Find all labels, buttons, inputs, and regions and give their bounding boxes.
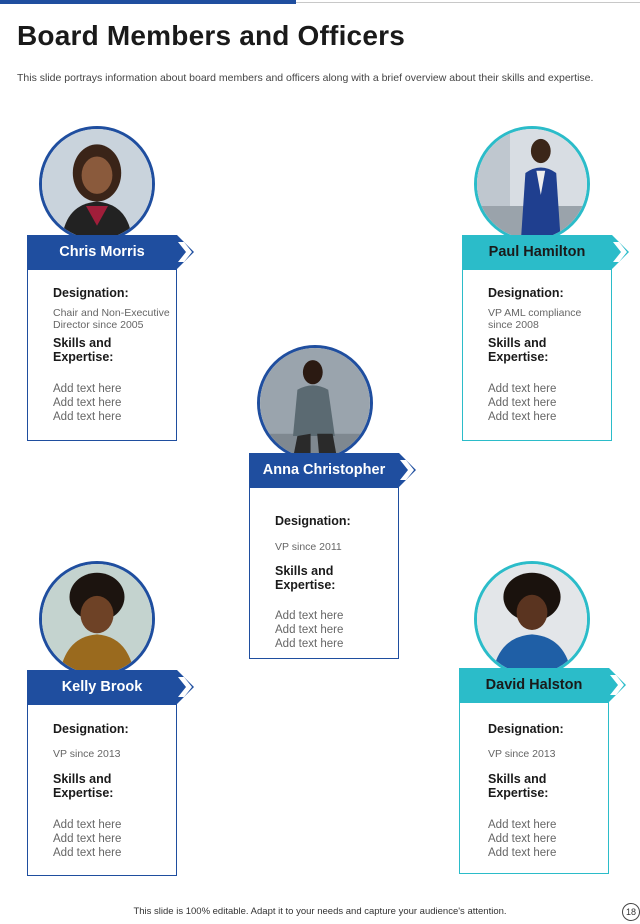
list-item: Add text here	[53, 847, 122, 859]
name-banner-paul-hamilton	[462, 235, 612, 269]
skills-label: Skills and Expertise:	[488, 772, 549, 800]
list-item: Add text here	[53, 411, 122, 423]
page-subtitle: This slide portrays information about board members and officers along with a brief overview about their skills and expertise.	[17, 72, 594, 84]
designation-label: Designation:	[275, 514, 351, 528]
list-item: Add text here	[53, 833, 122, 845]
member-name: Anna Christopher	[262, 462, 386, 478]
member-name: Kelly Brook	[61, 679, 143, 695]
designation-label: Designation:	[488, 286, 564, 300]
chevron-right-icon	[608, 235, 634, 269]
page-number: 18	[622, 903, 640, 921]
list-item: Add text here	[53, 819, 122, 831]
member-card-kelly-brook	[27, 704, 177, 876]
list-item: Add text here	[488, 397, 557, 409]
footer-note: This slide is 100% editable. Adapt it to your needs and capture your audience's attention.	[133, 906, 507, 917]
skills-label: Skills and Expertise:	[53, 772, 114, 800]
list-item: Add text here	[275, 610, 344, 622]
top-accent-bar	[0, 0, 296, 4]
avatar-paul-hamilton	[474, 126, 590, 242]
avatar-anna-christopher	[257, 345, 373, 461]
skills-label: Skills and Expertise:	[488, 336, 549, 364]
chevron-right-icon	[605, 668, 631, 702]
member-card-chris-morris	[27, 269, 177, 441]
list-item: Add text here	[488, 819, 557, 831]
member-card-david-halston	[459, 702, 609, 874]
name-banner-david-halston	[459, 668, 609, 702]
list-item: Add text here	[488, 383, 557, 395]
member-name: David Halston	[485, 677, 583, 693]
designation-value: VP since 2013	[53, 748, 121, 760]
list-item: Add text here	[488, 847, 557, 859]
top-rule	[296, 2, 640, 3]
avatar-chris-morris	[39, 126, 155, 242]
list-item: Add text here	[53, 383, 122, 395]
member-card-paul-hamilton	[462, 269, 612, 441]
member-name: Chris Morris	[59, 244, 145, 260]
skills-label: Skills and Expertise:	[275, 564, 336, 592]
avatar-kelly-brook	[39, 561, 155, 677]
list-item: Add text here	[275, 624, 344, 636]
designation-value: VP AML compliance since 2008	[488, 307, 582, 331]
avatar-david-halston	[474, 561, 590, 677]
chevron-right-icon	[395, 453, 421, 487]
name-banner-chris-morris	[27, 235, 177, 269]
designation-value: VP since 2011	[275, 541, 342, 553]
chevron-right-icon	[173, 235, 199, 269]
name-banner-anna-christopher	[249, 453, 399, 487]
list-item: Add text here	[488, 411, 557, 423]
designation-value: Chair and Non-Executive Director since 2005	[53, 307, 170, 331]
member-name: Paul Hamilton	[488, 244, 586, 260]
chevron-right-icon	[173, 670, 199, 704]
list-item: Add text here	[275, 638, 344, 650]
list-item: Add text here	[488, 833, 557, 845]
designation-label: Designation:	[53, 286, 129, 300]
member-card-anna-christopher	[249, 487, 399, 659]
page-title: Board Members and Officers	[17, 20, 405, 51]
designation-label: Designation:	[488, 722, 564, 736]
name-banner-kelly-brook	[27, 670, 177, 704]
designation-label: Designation:	[53, 722, 129, 736]
designation-value: VP since 2013	[488, 748, 556, 760]
list-item: Add text here	[53, 397, 122, 409]
skills-label: Skills and Expertise:	[53, 336, 114, 364]
